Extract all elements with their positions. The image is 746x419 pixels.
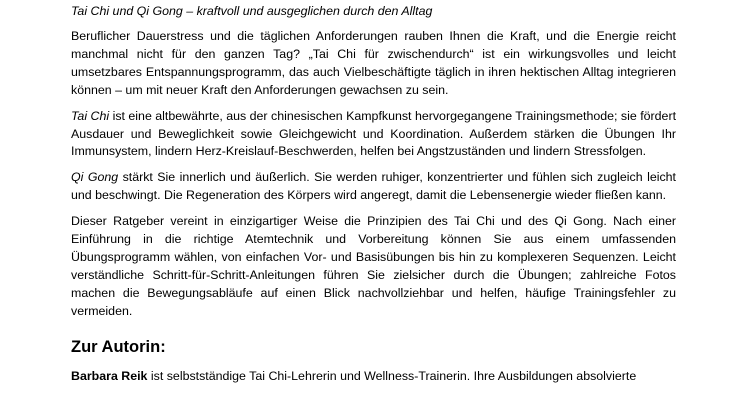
document-subtitle: Tai Chi und Qi Gong – kraftvoll und ausgeglichen durch den Alltag xyxy=(71,4,433,18)
tai-chi-paragraph xyxy=(71,108,676,162)
tai-chi-term: Tai Chi xyxy=(71,108,110,123)
qi-gong-paragraph xyxy=(71,169,676,205)
qi-gong-term: Qi Gong xyxy=(71,170,119,185)
author-heading: Zur Autorin: xyxy=(71,337,166,356)
intro-paragraph: Beruflicher Dauerstress und die täglichen Anforderungen rauben Ihnen die Kraft, und die Energie reicht manchmal nicht für den ganzen Tag? „Tai Chi für zwischendurch“ ist ein wirkungsvolles und leicht umsetzbares Entspannungsprogramm, das auch Vielbeschäftigte täglich in ihren hektischen Alltag integrieren können – um mit neuer Kraft den Anforderungen gewachsen zu sein. xyxy=(71,29,676,97)
tai-chi-description: ist eine altbewährte, aus der chinesischen Kampfkunst hervorgegangene Trainingsmethode; sie fördert Ausdauer und Beweglichkeit sowie Gleichgewicht und Koordination. Außerdem stärken die Übungen Ihr Immunsystem, lindern Herz-Kreislauf-Beschwerden, helfen bei Angstzuständen und lindern Stressfolgen. xyxy=(71,108,677,159)
qi-gong-description: stärkt Sie innerlich und äußerlich. Sie werden ruhiger, konzentrierter und fühlen sich zugleich leicht und beschwingt. Die Regeneration des Körpers wird angeregt, damit die Lebensenergie wieder fließen kann. xyxy=(71,170,676,203)
author-paragraph xyxy=(71,368,676,386)
author-name: Barbara Reik xyxy=(71,368,148,383)
author-description: ist selbstständige Tai Chi-Lehrerin und Wellness-Trainerin. Ihre Ausbildungen absolvierte xyxy=(147,368,637,383)
guide-paragraph: Dieser Ratgeber vereint in einzigartiger Weise die Prinzipien des Tai Chi und des Qi Gong. Nach einer Einführung in die richtige Atemtechnik und Vorbereitung können Sie aus einem umfassenden Übungsprogramm wählen, von einfachen Vor- und Basisübungen bis hin zu komplexeren Sequenzen. Leicht verständliche Schritt-für-Schritt-Anleitungen führen Sie zielsicher durch die Übungen; zahlreiche Fotos machen die Bewegungsabläufe auf einen Blick nachvollziehbar und helfen, häufige Trainingsfehler zu vermeiden. xyxy=(71,214,676,318)
document-page xyxy=(71,0,676,386)
